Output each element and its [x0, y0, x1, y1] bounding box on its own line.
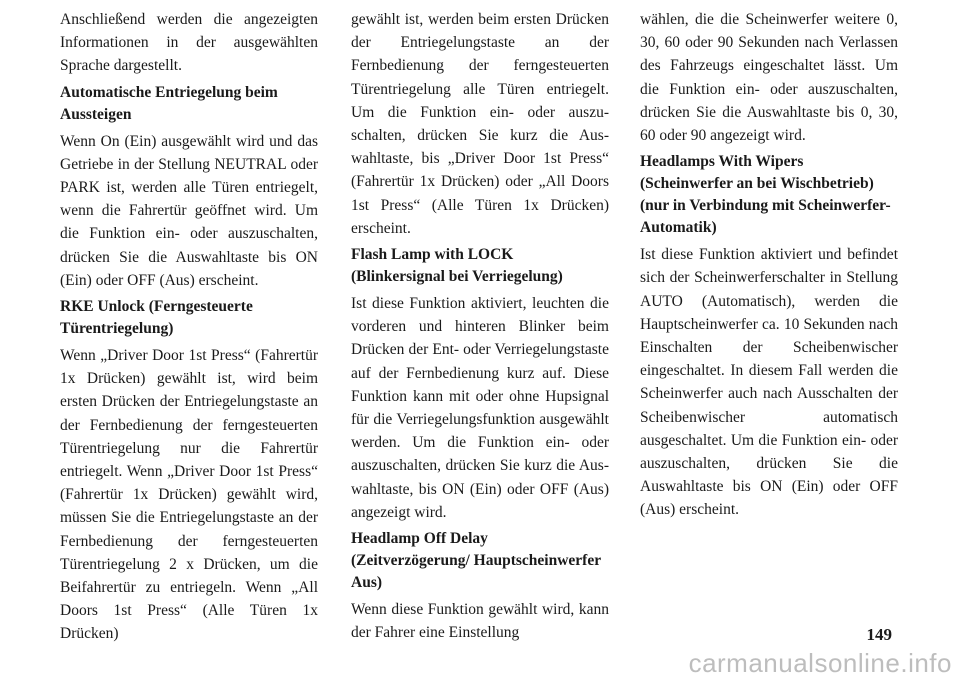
paragraph: Ist diese Funktion aktiviert, leuchten die vorderen und hinteren Blinker beim Drücken der Ent- oder Verriegelungstaste auf der Fernbedienung kurz auf. Diese Funktion kann mit oder ohne Hupsignal für die Verriegelungsfunktion ausgewählt werden. Um die Funktion ein- oder auszuschalten, drücken Sie kurz die Auswahltaste, bis ON (Ein) oder OFF (Aus) angezeigt wird.: [351, 295, 609, 521]
column-1: [60, 8, 318, 650]
section-heading: Headlamps With Wipers (Scheinwerfer an bei Wischbetrieb) (nur in Verbindung mit Scheinwerfer-Automatik): [640, 153, 891, 237]
paragraph: wählen, die die Scheinwerfer weitere 0, 30, 60 oder 90 Sekunden nach Verlassen des Fahrzeugs eingeschaltet lässt. Um die Funktion ein- oder auszuschalten, drücken Sie die Auswahltaste bis 0, 30, 60 oder 90 angezeigt wird.: [640, 11, 898, 145]
section-heading: Automatische Entriegelung beim Aussteigen: [60, 83, 278, 123]
column-3: [640, 8, 898, 526]
paragraph: Wenn diese Funktion gewählt wird, kann der Fahrer eine Einstellung: [351, 601, 609, 642]
paragraph: Ist diese Funktion aktiviert und befindet sich der Scheinwerferschalter in Stellung AUTO (Automatisch), werden die Hauptscheinwerfer ca. 10 Sekunden nach Einschalten der Scheibenwischer eingeschaltet. In diesem Fall werden die Scheinwerfer auch nach Ausschalten der Scheibenwischer automatisch ausgeschaltet. Um die Funktion ein- oder auszuschalten, drücken Sie die Auswahltaste bis ON (Ein) oder OFF (Aus) erscheint.: [640, 246, 898, 519]
section-heading: RKE Unlock (Ferngesteuerte Türentriegelung): [60, 298, 253, 338]
paragraph: Wenn On (Ein) ausgewählt wird und das Getriebe in der Stellung NEUTRAL oder PARK ist, werden alle Türen entriegelt, wenn die Fahrertür geöffnet wird. Um die Funktion ein- oder auszuschalten, drücken Sie die Auswahltaste bis ON (Ein) oder OFF (Aus) erscheint.: [60, 132, 318, 289]
page-number: 149: [866, 625, 892, 644]
section-heading: Headlamp Off Delay (Zeitverzögerung/ Hauptscheinwerfer Aus): [351, 530, 601, 592]
column-2: [351, 8, 609, 648]
paragraph: Wenn „Driver Door 1st Press“ (Fahrertür 1x Drücken) gewählt ist, wird beim ersten Drücken der Entriegelungstaste an der Fernbedienung der ferngesteuerten Türentriegelung nur die Fahrertür entriegelt. Wenn „Driver Door 1st Press“ (Fahrertür 1x Drücken) gewählt wird, müssen Sie die Entriegelungstaste an der Fernbedienung der ferngesteuerten Türentriegelung 2 x Drücken, um die Beifahrertür zu entriegeln. Wenn „All Doors 1st Press“ (Alle Türen 1x Drücken): [60, 347, 318, 643]
paragraph: gewählt ist, werden beim ersten Drücken der Entriegelungstaste an der Fernbedienung der ferngesteuerten Türentriegelung alle Türen entriegelt. Um die Funktion ein- oder auszuschalten, drücken Sie kurz die Auswahltaste, bis „Driver Door 1st Press“ (Fahrertür 1x Drücken) oder „All Doors 1st Press“ (Alle Türen 1x Drücken) erscheint.: [351, 11, 609, 237]
paragraph: Anschließend werden die angezeigten Informationen in der ausgewählten Sprache dargestellt.: [60, 11, 318, 75]
section-heading: Flash Lamp with LOCK (Blinkersignal bei Verriegelung): [351, 246, 563, 286]
watermark: carmanualsonline.info: [688, 648, 952, 678]
